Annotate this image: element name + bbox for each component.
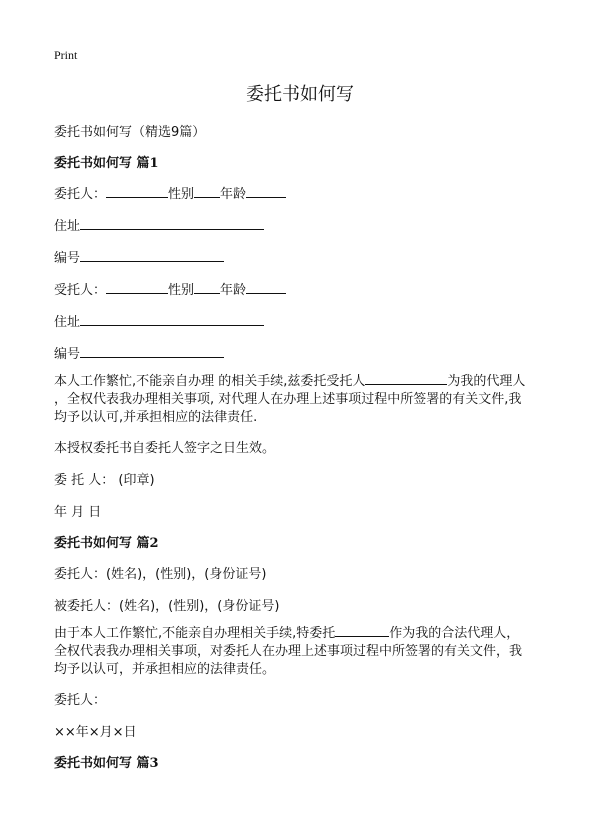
signature-line-2: 委托人： [54,693,107,708]
section1-body-line-3: 均予以认可,并承担相应的法律责任. [54,410,258,425]
section-heading-3: 委托书如何写 篇3 [54,756,159,771]
address-line-2 [54,311,264,330]
body-text: 作为我的合法代理人， [389,626,520,641]
section2-body-line-3: 均予以认可，并承担相应的法律责任。 [54,662,276,677]
agent-line-2: 被委托人：(姓名)，(性别)，(身份证号) [54,599,280,614]
section1-body-line-1 [54,371,554,391]
section1-body [54,371,554,427]
id-line [54,247,224,266]
address-line [54,215,264,234]
age-blank [246,184,286,198]
id-blank [80,248,224,262]
gender-label-2: 性别 [168,283,195,298]
age-blank-2 [246,280,286,294]
page-title: 委托书如何写 [246,84,354,105]
gender-label: 性别 [168,187,195,202]
id-line-2 [54,343,224,362]
body-text: 为我的代理人 [447,374,526,389]
print-link[interactable]: Print [54,48,78,62]
section-heading-2: 委托书如何写 篇2 [54,536,159,551]
section-heading-1: 委托书如何写 篇1 [54,156,159,171]
id-blank-2 [80,344,224,358]
section2-body-line-2: 全权代表我办理相关事项，对委托人在办理上述事项过程中所签署的有关文件，我 [54,644,523,659]
client-name-blank [106,184,168,198]
agent-blank-inline [365,371,447,385]
age-label: 年龄 [220,187,247,202]
client-line [54,183,286,202]
client-line-2: 委托人：(姓名)，(性别)，(身份证号) [54,567,267,582]
body-text: 本人工作繁忙,不能亲自办理 的相关手续,兹委托受托人 [54,374,366,389]
date-line-2: ××年×月×日 [54,725,137,740]
agent-blank-inline-2 [335,623,389,637]
section2-body [54,623,554,679]
body-text: 由于本人工作繁忙,不能亲自办理相关手续,特委托 [54,626,336,641]
address-label-2: 住址 [54,315,81,330]
section2-body-line-1 [54,623,554,643]
address-blank [80,216,264,230]
section1-body-line-2: ，全权代表我办理相关事项, 对代理人在办理上述事项过程中所签署的有关文件,我 [54,392,522,407]
age-label-2: 年龄 [220,283,247,298]
gender-blank [194,184,220,198]
effective-clause: 本授权委托书自委托人签字之日生效。 [54,441,276,456]
signature-line: 委 托 人： (印章) [54,473,155,488]
agent-label: 受托人： [54,283,107,298]
agent-name-blank [106,280,168,294]
id-label: 编号 [54,251,81,266]
client-label: 委托人： [54,187,107,202]
address-label: 住址 [54,219,81,234]
gender-blank-2 [194,280,220,294]
id-label-2: 编号 [54,347,81,362]
address-blank-2 [80,312,264,326]
agent-line [54,279,286,298]
date-line: 年 月 日 [54,505,102,520]
document-subtitle: 委托书如何写（精选9篇） [54,125,206,140]
